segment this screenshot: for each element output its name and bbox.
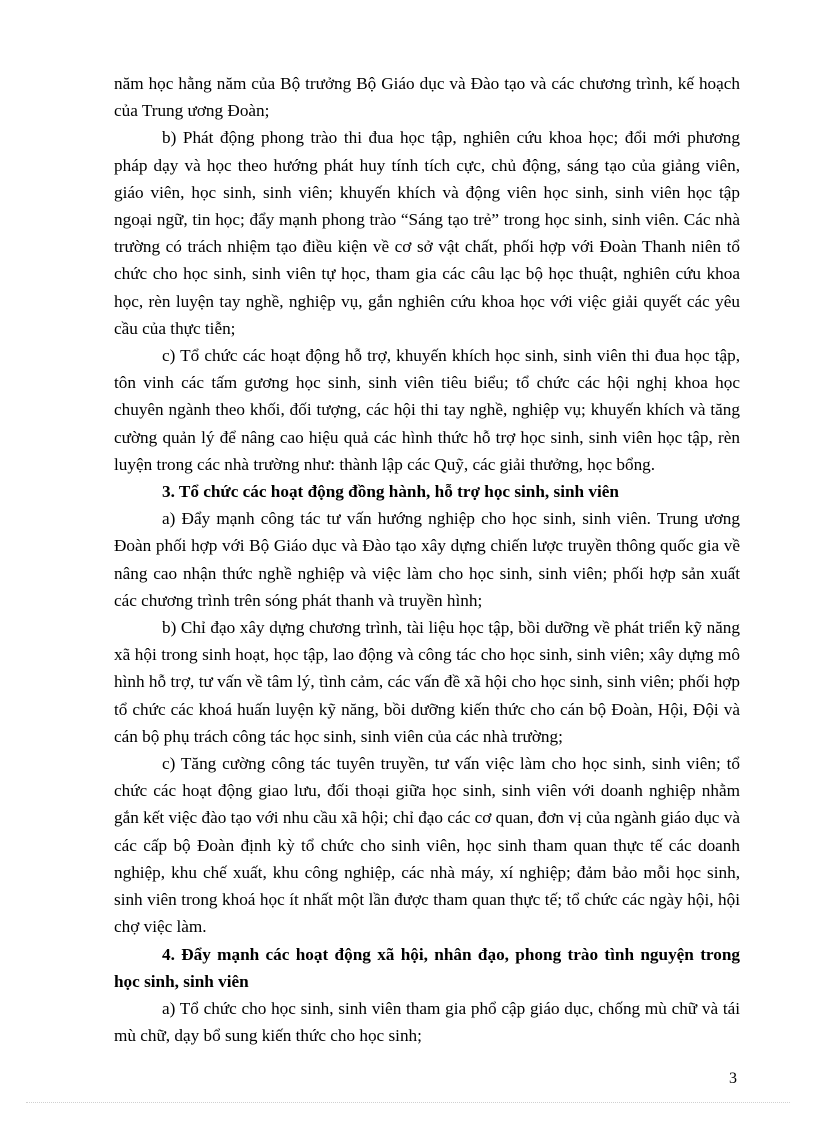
page-bottom-divider xyxy=(26,1102,790,1103)
paragraph-a-literacy: a) Tổ chức cho học sinh, sinh viên tham gia phổ cập giáo dục, chống mù chữ và tái mù chữ, dạy bổ sung kiến thức cho học sinh; xyxy=(114,998,740,1046)
section-heading-4: 4. Đẩy mạnh các hoạt động xã hội, nhân đạo, phong trào tình nguyện trong học sinh, sinh viên xyxy=(114,944,740,991)
paragraph-a-career-guidance: a) Đẩy mạnh công tác tư vấn hướng nghiệp cho học sinh, sinh viên. Trung ương Đoàn phối hợp với Bộ Giáo dục và Đào tạo xây dựng chiến lược truyền thông quốc gia về nâng cao nhận thức nghề nghiệp và việc làm cho học sinh, sinh viên; phối hợp sản xuất các chương trình trên sóng phát thanh và truyền hình; xyxy=(114,509,740,610)
paragraph-b-study-emulation: b) Phát động phong trào thi đua học tập, nghiên cứu khoa học; đổi mới phương pháp dạy và học theo hướng phát huy tính tích cực, chủ động, sáng tạo của giảng viên, giáo viên, học sinh, sinh viên; khuyến khích và động viên học sinh, sinh viên học tập ngoại ngữ, tin học; đẩy mạnh phong trào “Sáng tạo trẻ” trong học sinh, sinh viên. Các nhà trường có trách nhiệm tạo điều kiện về cơ sở vật chất, phối hợp với Đoàn Thanh niên tổ chức cho học sinh, sinh viên tự học, tham gia các câu lạc bộ học thuật, nghiên cứu khoa học, rèn luyện tay nghề, nghiệp vụ, gắn nghiên cứu khoa học với việc giải quyết các yêu cầu của thực tiễn; xyxy=(114,128,740,338)
document-body xyxy=(114,70,740,1049)
paragraph-c-employment-counseling: c) Tăng cường công tác tuyên truyền, tư vấn việc làm cho học sinh, sinh viên; tổ chức các hoạt động giao lưu, đối thoại giữa học sinh, sinh viên với doanh nghiệp nhằm gắn kết việc đào tạo với nhu cầu xã hội; chỉ đạo các cơ quan, đơn vị của ngành giáo dục và các cấp bộ Đoàn định kỳ tổ chức cho sinh viên, học sinh tham quan thực tế các doanh nghiệp, khu chế xuất, khu công nghiệp, các nhà máy, xí nghiệp; đảm bảo mỗi học sinh, sinh viên trong khoá học ít nhất một lần được tham quan thực tế; tổ chức các ngày hội, hội chợ việc làm. xyxy=(114,754,740,937)
page-number: 3 xyxy=(729,1070,737,1087)
paragraph-c-support-activities: c) Tổ chức các hoạt động hỗ trợ, khuyến khích học sinh, sinh viên thi đua học tập, tôn vinh các tấm gương học sinh, sinh viên tiêu biểu; tổ chức các hội nghị khoa học chuyên ngành theo khối, đối tượng, các hội thi tay nghề, nghiệp vụ; khuyến khích và tăng cường quản lý để nâng cao hiệu quả các hình thức hỗ trợ học sinh, sinh viên học tập, rèn luyện trong các nhà trường như: thành lập các Quỹ, các giải thưởng, học bổng. xyxy=(114,346,740,474)
section-heading-3: 3. Tổ chức các hoạt động đồng hành, hỗ trợ học sinh, sinh viên xyxy=(162,482,619,502)
paragraph-continuation: năm học hằng năm của Bộ trưởng Bộ Giáo dục và Đào tạo và các chương trình, kế hoạch của Trung ương Đoàn; xyxy=(114,74,740,121)
paragraph-b-social-skills: b) Chỉ đạo xây dựng chương trình, tài liệu học tập, bồi dưỡng về phát triển kỹ năng xã hội trong sinh hoạt, học tập, lao động và công tác cho học sinh, sinh viên; xây dựng mô hình hỗ trợ, tư vấn về tâm lý, tình cảm, các vấn đề xã hội cho học sinh, sinh viên; phối hợp tổ chức các khoá huấn luyện kỹ năng, bồi dưỡng kiến thức cho cán bộ Đoàn, Hội, Đội và cán bộ phụ trách công tác học sinh, sinh viên của các nhà trường; xyxy=(114,618,740,746)
